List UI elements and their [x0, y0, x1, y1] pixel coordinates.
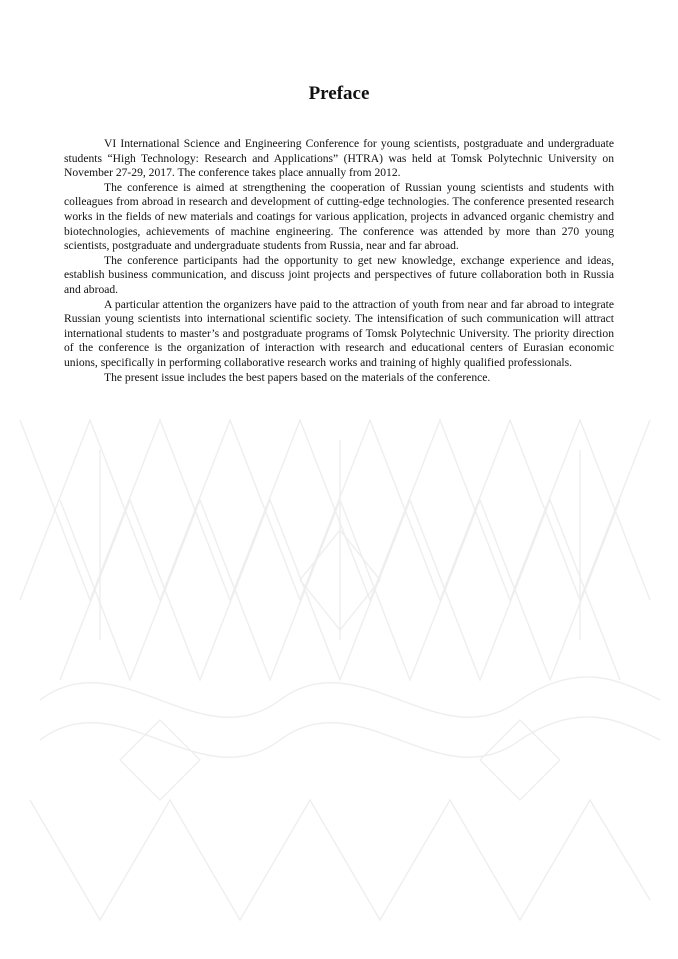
- paragraph: VI International Science and Engineering Conference for young scientists, postgraduate and undergraduate students “High Technology: Research and Applications” (HTRA) was held at Tomsk Polytechnic University on November 27-29, 2017. The conference takes place annually from 2012.: [64, 137, 614, 180]
- preface-body: [64, 137, 614, 385]
- paragraph: The conference participants had the opportunity to get new knowledge, exchange experience and ideas, establish business communication, and discuss joint projects and perspectives of future collaboration both in Russia and abroad.: [64, 253, 614, 296]
- paragraph: A particular attention the organizers have paid to the attraction of youth from near and far abroad to integrate Russian young scientists into international scientific society. The intensification of such communication will attract international students to master’s and postgraduate programs of Tomsk Polytechnic University. The priority direction of the conference is the organization of interaction with research and educational centers of Eurasian economic unions, specifically in performing collaborative research works and training of highly qualified professionals.: [64, 297, 614, 369]
- ornamental-watermark-icon: [0, 380, 678, 940]
- paragraph: The present issue includes the best papers based on the materials of the conference.: [104, 370, 491, 384]
- page-title: Preface: [308, 83, 370, 104]
- paragraph: The conference is aimed at strengthening the cooperation of Russian young scientists and students with colleagues from abroad in research and development of cutting-edge technologies. The conference presented research works in the fields of new materials and coatings for various application, projects in advanced organic chemistry and biotechnologies, achievements of machine engineering. The conference was attended by more than 270 young scientists, postgraduate and undergraduate students from Russia, near and far abroad.: [64, 180, 614, 253]
